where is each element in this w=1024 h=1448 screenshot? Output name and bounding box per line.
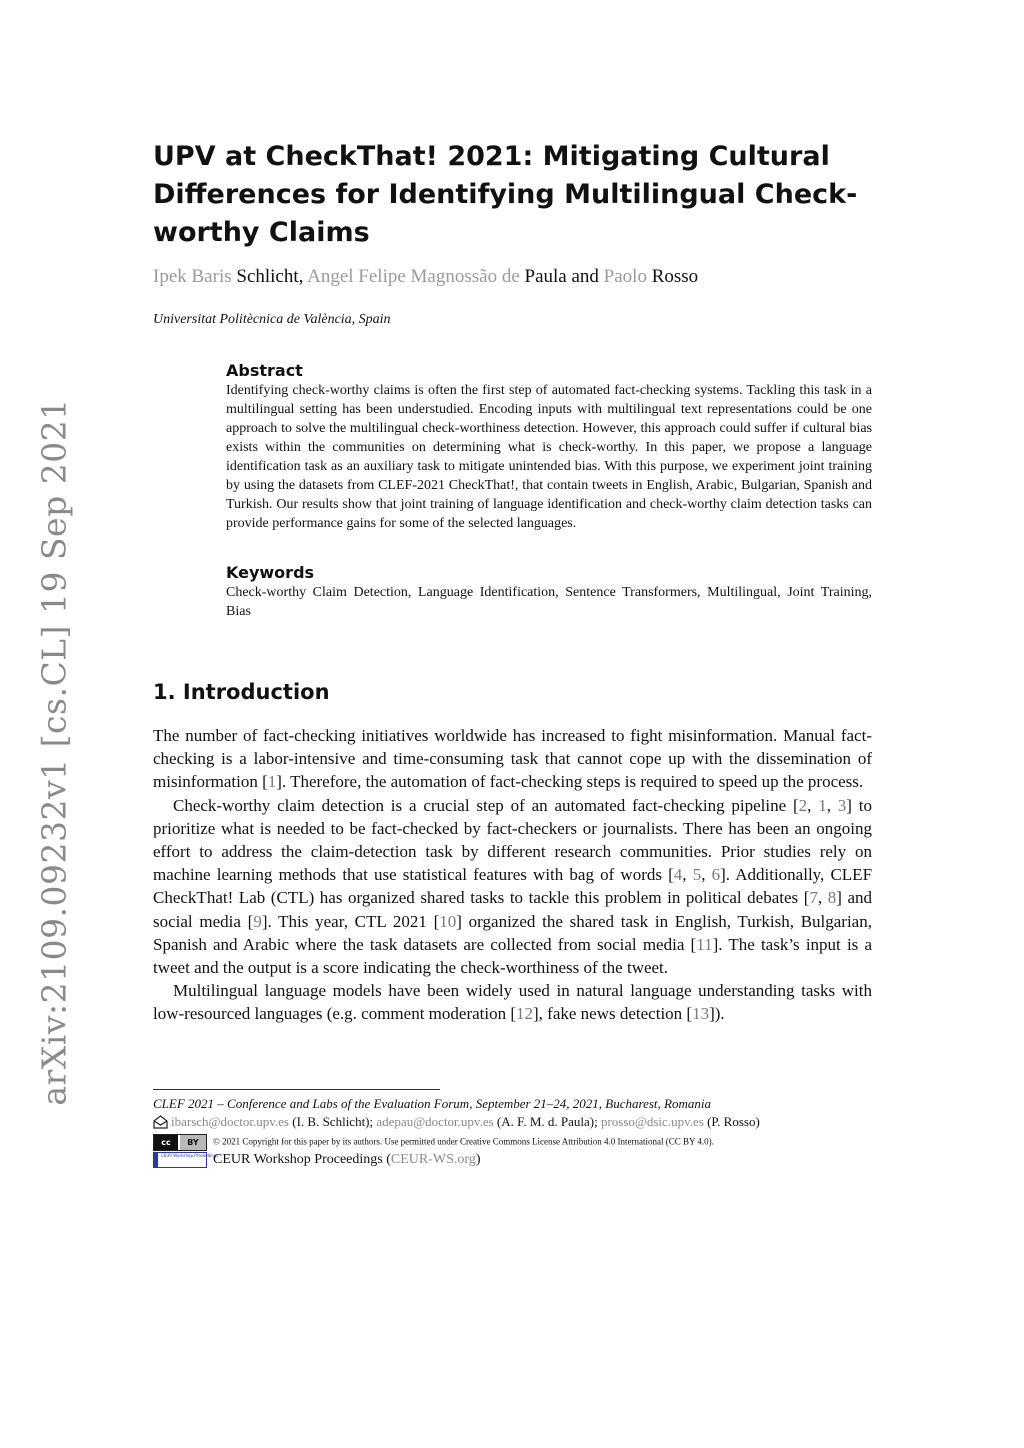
ceur-logo-icon: CEUR Workshop Proceedings <box>153 1152 207 1168</box>
author-3: Paolo Rosso <box>603 266 699 287</box>
abstract-heading: Abstract <box>226 361 303 380</box>
introduction-body <box>153 724 872 1026</box>
author-list <box>153 266 698 288</box>
citation-link[interactable]: 8 <box>827 888 837 908</box>
keywords-heading: Keywords <box>226 563 315 582</box>
copyright-footnote: cc BY © 2021 Copyright for this paper by its authors. Use permitted under Creative Commons License Attribution 4.0 International (CC BY 4.0). <box>153 1134 714 1151</box>
abstract-text: Identifying check-worthy claims is often the first step of automated fact-checking systems. Tackling this task in a multilingual setting has been understudied. Encoding inputs with multilingual text representations could be one approach to solve the multilingual check-worthiness detection. However, this approach could suffer if cultural bias exists within the communities on determining what is check-worthy. In this paper, we propose a language identification task as an auxiliary task to mitigate unintended bias. With this purpose, we experiment joint training by using the datasets from CLEF-2021 CheckThat!, that contain tweets in English, Arabic, Bulgarian, Spanish and Turkish. Our results show that joint training of language identification and check-worthy claim detection tasks can provide performance gains for some of the selected languages. <box>226 383 872 531</box>
author-2: Angel Felipe Magnossão de Paula and <box>307 266 604 287</box>
citation-link[interactable]: 7 <box>809 888 818 908</box>
citation-link[interactable]: 9 <box>253 911 262 931</box>
email-footnote: ibarsch@doctor.upv.es (I. B. Schlicht); adepau@doctor.upv.es (A. F. M. d. Paula); prosso@dsic.upv.es (P. Rosso) <box>153 1114 760 1133</box>
citation-link[interactable]: 13 <box>692 1004 710 1024</box>
arxiv-identifier: arXiv:2109.09232v1 [cs.CL] 19 Sep 2021 <box>34 398 74 1106</box>
citation-link[interactable]: 6 <box>711 865 721 885</box>
footnote-divider <box>153 1089 440 1090</box>
citation-link[interactable]: 11 <box>696 934 713 954</box>
citation-link[interactable]: 3 <box>837 795 847 815</box>
email-link[interactable]: prosso@dsic.upv.es <box>600 1114 704 1129</box>
citation-link[interactable]: 2 <box>798 795 808 815</box>
citation-link[interactable]: 10 <box>439 911 457 931</box>
citation-link[interactable]: 4 <box>673 865 683 885</box>
ceur-link[interactable]: CEUR-WS.org <box>390 1152 476 1168</box>
citation-link[interactable]: 5 <box>692 865 702 885</box>
citation-link[interactable]: 12 <box>516 1004 534 1024</box>
cc-by-license-icon: cc BY <box>153 1134 207 1151</box>
email-link[interactable]: ibarsch@doctor.upv.es <box>171 1114 289 1129</box>
abstract-section <box>226 361 872 533</box>
email-link[interactable]: adepau@doctor.upv.es <box>376 1114 494 1129</box>
citation-link[interactable]: 1 <box>267 772 277 792</box>
paragraph: The number of fact-checking initiatives worldwide has increased to fight misinformation. Manual fact-checking is a labor-intensive and time-consuming task that cannot cope up with the dissemination of misinformation [1]. Therefore, the automation of fact-checking steps is required to speed up the process. <box>153 726 872 792</box>
envelope-icon <box>153 1115 168 1133</box>
ceur-footnote: CEUR Workshop Proceedings CEUR Workshop Proceedings (CEUR-WS.org) <box>153 1152 480 1168</box>
paragraph: Multilingual language models have been widely used in natural language understanding tasks with low-resourced languages (e.g. comment moderation [12], fake news detection [13]). <box>153 981 872 1024</box>
keywords-section <box>226 563 872 621</box>
paper-title: UPV at CheckThat! 2021: Mitigating Cultural Differences for Identifying Multilingual Check-worthy Claims <box>153 141 858 248</box>
citation-link[interactable]: 1 <box>818 795 827 815</box>
introduction-heading: 1. Introduction <box>153 680 330 704</box>
paragraph: Check-worthy claim detection is a crucial step of an automated fact-checking pipeline [2, 1, 3] to prioritize what is needed to be fact-checked by fact-checkers or journalists. There has been an ongoing effort to address the claim-detection task by different research communities. Prior studies rely on machine learning methods that use statistical features with bag of words [4, 5, 6]. Additionally, CLEF CheckThat! Lab (CTL) has organized shared tasks to tackle this problem in political debates [7, 8] and social media [9]. This year, CTL 2021 [10] organized the shared task in English, Turkish, Bulgarian, Spanish and Arabic where the task datasets are collected from social media [11]. The task’s input is a tweet and the output is a score indicating the check-worthiness of the tweet. <box>153 795 873 978</box>
affiliation: Universitat Politècnica de València, Spain <box>153 312 391 327</box>
author-1: Ipek Baris Schlicht, <box>153 266 308 287</box>
keywords-text: Check-worthy Claim Detection, Language Identification, Sentence Transformers, Multilingual, Joint Training, Bias <box>226 585 872 619</box>
conference-footnote: CLEF 2021 – Conference and Labs of the Evaluation Forum, September 21–24, 2021, Bucharest, Romania <box>153 1096 711 1111</box>
